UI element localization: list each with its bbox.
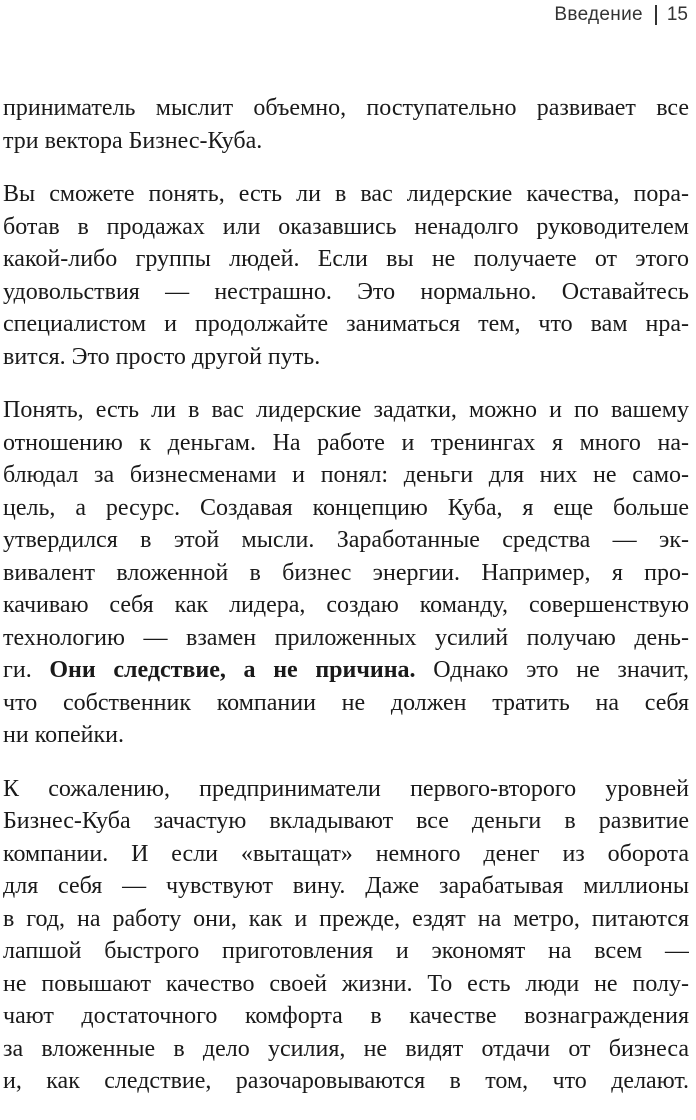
text-line: для себя — чувствуют вину. Даже зарабатывая миллионы bbox=[3, 873, 689, 899]
text-line: чают достаточного комфорта в качестве вознаграждения bbox=[3, 1003, 689, 1029]
text-line: приниматель мыслит объемно, поступательно развивает все bbox=[3, 95, 689, 121]
text-line: блюдал за бизнесменами и понял: деньги для них не само- bbox=[3, 462, 689, 488]
text-line: цель, а ресурс. Создавая концепцию Куба, я еще больше bbox=[3, 494, 689, 521]
text-line: специалистом и продолжайте заниматься тем, что вам нра- bbox=[3, 311, 689, 337]
text-line: что собственник компании не должен тратить на себя bbox=[3, 689, 689, 716]
text-line: ни копейки. bbox=[3, 722, 124, 748]
bold-emphasis: Они следствие, а не причина. bbox=[49, 657, 416, 683]
text-line: вится. Это просто другой путь. bbox=[3, 343, 321, 370]
section-title: Введение bbox=[554, 4, 643, 25]
text-line: К сожалению, предприниматели первого-второго уровней bbox=[3, 775, 689, 802]
text-line: лапшой быстрого приготовления и экономят на всем — bbox=[3, 938, 689, 964]
text-line: вивалент вложенной в бизнес энергии. Например, я про- bbox=[3, 559, 689, 586]
text-line: качиваю себя как лидера, создаю команду, совершенствую bbox=[3, 592, 689, 618]
text-line: и, как следствие, разочаровываются в том, что делают. bbox=[3, 1068, 689, 1094]
text-line: ботав в продажах или оказавшись ненадолго руководителем bbox=[3, 213, 689, 240]
text-line: технологию — взамен приложенных усилий получаю день- bbox=[3, 624, 689, 651]
text-line: отношению к деньгам. На работе и тренингах я много на- bbox=[3, 429, 689, 456]
page-number: 15 bbox=[666, 4, 688, 25]
text-line: не повышают качество своей жизни. То есть люди не полу- bbox=[3, 970, 689, 997]
text-line: утвердился в этой мысли. Заработанные средства — эк- bbox=[3, 527, 689, 553]
text-line: удовольствия — нестрашно. Это нормально. Оставайтесь bbox=[3, 278, 689, 305]
text-line: за вложенные в дело усилия, не видят отдачи от бизнеса bbox=[3, 1035, 689, 1062]
paragraph-2 bbox=[3, 178, 689, 373]
text-run: Однако это не значит, bbox=[415, 657, 689, 683]
paragraph-4 bbox=[3, 773, 689, 1098]
text-line: какой-либо группы людей. Если вы не получаете от этого bbox=[3, 246, 689, 272]
text-line-mixed bbox=[3, 654, 689, 687]
running-header bbox=[554, 4, 688, 26]
body-text bbox=[3, 92, 689, 1119]
text-line: Бизнес-Куба зачастую вкладывают все деньги в развитие bbox=[3, 808, 689, 834]
text-line: в год, на работу они, как и прежде, ездят на метро, питаются bbox=[3, 905, 689, 932]
paragraph-1 bbox=[3, 92, 689, 157]
text-line: три вектора Бизнес-Куба. bbox=[3, 127, 263, 154]
text-line: Вы сможете понять, есть ли в вас лидерские качества, пора- bbox=[3, 181, 689, 207]
paragraph-3 bbox=[3, 394, 689, 752]
header-divider bbox=[655, 5, 657, 25]
text-line: Понять, есть ли в вас лидерские задатки, можно и по вашему bbox=[3, 397, 689, 423]
text-run: ги. bbox=[3, 657, 50, 683]
text-line: компании. И если «вытащат» немного денег из оборота bbox=[3, 840, 689, 867]
